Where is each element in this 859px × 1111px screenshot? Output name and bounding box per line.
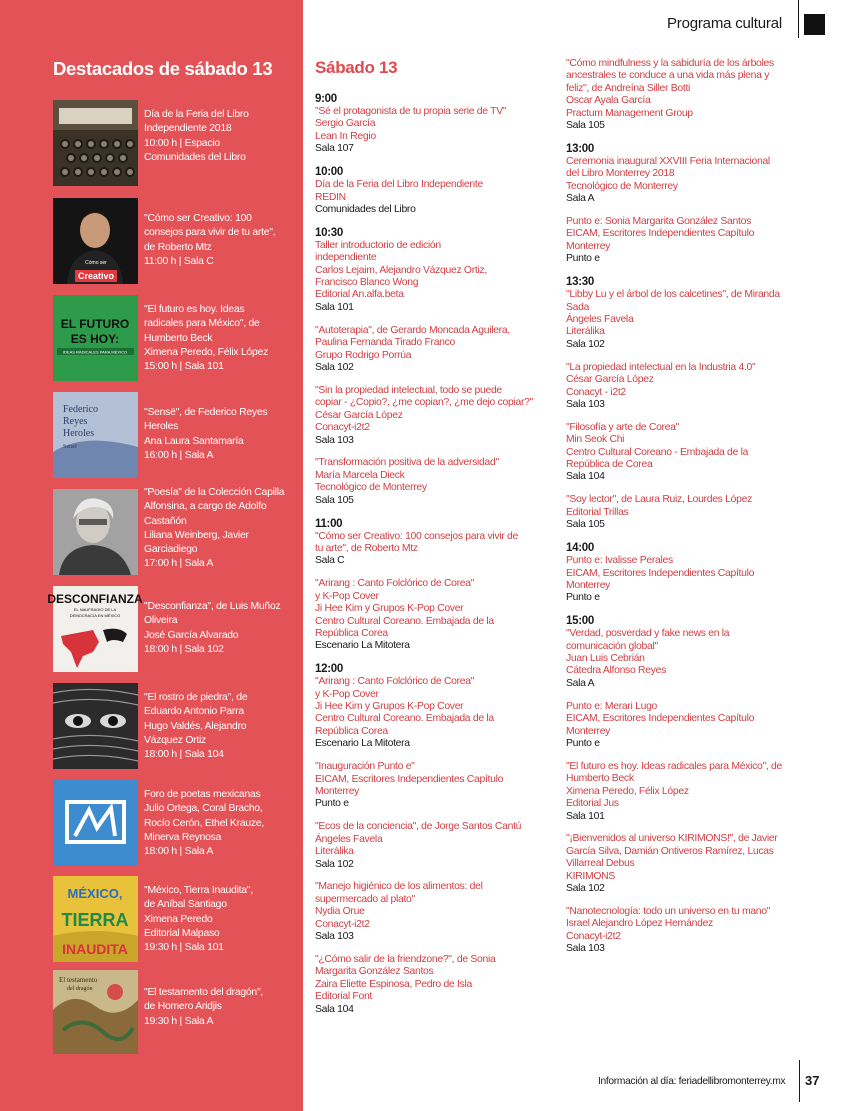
sense-cover <box>53 392 138 478</box>
event-detail: Editorial Trillas <box>566 506 629 518</box>
event-time: 11:00 <box>315 517 343 530</box>
event-time: 14:00 <box>566 542 594 555</box>
event-detail: República de Corea <box>566 459 653 471</box>
event-block <box>566 833 804 895</box>
event-detail: "Autoterapia", de Gerardo Moncada Aguilera, <box>315 324 510 336</box>
event-detail: "Sé el protagonista de tu propia serie de TV" <box>315 106 507 117</box>
event-detail: García Silva, Damián Ontiveros Ramírez, Lucas <box>566 845 774 857</box>
event-block <box>315 578 555 652</box>
event-detail: Nydia Orue <box>315 906 365 918</box>
event-detail: Día de la Feria del Libro Independiente <box>315 179 483 191</box>
event-venue: Escenario La Mitotera <box>315 738 410 750</box>
event-block <box>566 58 804 132</box>
testamento-cover <box>53 970 138 1054</box>
featured-text: Foro de poetas mexicanas Julio Ortega, Coral Bracho, Rocío Cerón, Ethel Krauze, Minerva Reynosa 18:00 h | Sala A <box>144 789 264 858</box>
event-detail: "Cómo ser Creativo: 100 consejos para vivir de <box>315 530 518 542</box>
event-detail: Literálika <box>315 846 354 858</box>
event-block <box>315 821 555 871</box>
event-venue: Sala 101 <box>315 301 354 313</box>
event-detail: Conacyt-i2t2 <box>315 422 370 434</box>
creativo-cover <box>53 198 138 284</box>
event-block <box>566 276 804 351</box>
testamento-line1: El testamento <box>59 976 98 984</box>
section-marker <box>804 14 825 35</box>
featured-text: "México, Tierra Inaudita", de Aníbal Santiago Ximena Peredo Editorial Malpaso 19:30 h | Sala 101 <box>144 885 253 954</box>
event-detail: ancestrales te conduce a una vida más plena y <box>566 70 770 82</box>
event-detail: "Ecos de la conciencia", de Jorge Santos Cantú <box>315 821 522 833</box>
event-detail: Monterrey <box>566 725 611 737</box>
footer-divider <box>799 1060 800 1102</box>
event-time: 15:00 <box>566 615 594 628</box>
creativo-small-text: Cómo ser <box>85 260 107 266</box>
event-detail: César García López <box>566 374 654 386</box>
futuro-cover <box>53 295 138 381</box>
event-venue: Sala 104 <box>566 471 605 483</box>
event-detail: Editorial An.alfa.beta <box>315 289 404 301</box>
featured-panel <box>0 0 303 1111</box>
event-detail: REDIN <box>315 191 346 203</box>
mexico-line1: MÉXICO, <box>67 886 123 901</box>
event-detail: del Libro Monterrey 2018 <box>566 168 675 180</box>
author-photo <box>53 489 138 575</box>
event-venue: Sala 102 <box>315 362 354 373</box>
event-block <box>566 216 804 266</box>
event-detail: independiente <box>315 252 377 264</box>
page-number: 37 <box>805 1073 820 1088</box>
event-detail: KIRIMONS <box>566 870 615 882</box>
featured-title: Destacados de sábado 13 <box>53 58 273 79</box>
event-block <box>315 954 555 1016</box>
featured-text: "Poesía" de la Colección Capilla Alfonsina, a cargo de Adolfo Castañón Liliana Weinberg, Javier Garciadiego 17:00 h | Sala A <box>144 487 285 570</box>
event-detail: Israel Alejandro López Hernández <box>566 918 713 930</box>
event-block <box>566 615 804 690</box>
event-detail: Monterrey <box>315 785 360 797</box>
sense-line2: Reyes <box>63 416 88 427</box>
header-divider <box>798 0 799 38</box>
creativo-big-text: Creativo <box>77 271 115 281</box>
event-detail: Lean In Regio <box>315 130 376 142</box>
sense-line1: Federico <box>63 404 98 415</box>
event-detail: "Arirang : Canto Folclórico de Corea" <box>315 578 475 590</box>
futuro-line1: EL FUTURO <box>60 317 130 331</box>
futuro-line3: IDEAS RADICALES PARA MÉXICO <box>62 349 128 355</box>
featured-text: "El rostro de piedra", de Eduardo Antonio Parra Hugo Valdés, Alejandro Vázquez Ortiz 18:00 h | Sala 104 <box>144 692 248 761</box>
event-detail: Tecnológico de Monterrey <box>315 482 427 494</box>
featured-text: Día de la Feria del Libro Independiente 2018 10:00 h | Espacio Comunidades del Libro <box>144 109 249 163</box>
section-title: Programa cultural <box>667 15 782 32</box>
event-detail: EICAM, Escritores Independientes Capítulo <box>566 228 755 240</box>
event-block <box>315 227 555 314</box>
event-detail: "Sin la propiedad intelectual, todo se puede <box>315 384 502 396</box>
event-venue: Sala 102 <box>315 858 354 870</box>
event-venue: Sala A <box>566 193 595 205</box>
event-detail: Ceremonia inaugural XXVIII Feria Internacional <box>566 155 770 167</box>
event-detail: "Transformación positiva de la adversidad" <box>315 457 499 469</box>
event-time: 13:30 <box>566 276 594 289</box>
event-venue: Sala 105 <box>315 494 354 506</box>
event-block <box>566 143 804 206</box>
event-detail: feliz", de Andreína Siller Botti <box>566 82 691 94</box>
event-detail: EICAM, Escritores Independientes Capítulo <box>566 567 755 579</box>
event-detail: Francisco Blanco Wong <box>315 277 419 289</box>
event-detail: Practum Management Group <box>566 107 693 119</box>
event-detail: "Inauguración Punto e" <box>315 761 415 773</box>
desconfianza-cover <box>47 586 143 672</box>
featured-text: "El futuro es hoy. Ideas radicales para México", de Humberto Beck Ximena Peredo, Félix López 15:00 h | Sala 101 <box>144 304 269 373</box>
event-venue: Punto e <box>566 592 600 604</box>
event-detail: y K-Pop Cover <box>315 590 379 602</box>
event-block <box>566 362 804 412</box>
event-block <box>566 542 804 605</box>
event-detail: Monterrey <box>566 240 611 252</box>
sense-line4: Sensë <box>63 444 77 450</box>
event-detail: supermercado al plato" <box>315 893 415 905</box>
event-detail: Punto e: Sonia Margarita González Santos <box>566 216 751 228</box>
event-venue: Sala 101 <box>566 810 605 822</box>
event-detail: República Corea <box>315 725 388 737</box>
event-detail: Ji Hee Kim y Grupos K-Pop Cover <box>315 701 464 713</box>
event-list <box>566 58 804 956</box>
event-detail: "Verdad, posverdad y fake news en la <box>566 628 730 640</box>
event-time: 9:00 <box>315 93 337 105</box>
event-detail: Centro Cultural Coreano - Embajada de la <box>566 446 749 458</box>
event-detail: Paulina Fernanda Tirado Franco <box>315 337 456 349</box>
event-detail: Tecnológico de Monterrey <box>566 180 678 192</box>
event-block <box>315 385 555 447</box>
event-detail: Conacyt - i2t2 <box>566 386 626 398</box>
event-detail: Literálika <box>566 326 605 338</box>
event-detail: Ángeles Favela <box>315 833 383 845</box>
event-detail: Taller introductorio de edición <box>315 239 441 251</box>
event-detail: Monterrey <box>566 579 611 591</box>
event-venue: Sala 102 <box>566 883 605 895</box>
event-detail: Ximena Peredo, Félix López <box>566 785 689 797</box>
featured-text: "El testamento del dragón", de Homero Aridjis 19:30 h | Sala A <box>144 987 264 1027</box>
mexico-line3: INAUDITA <box>62 941 128 957</box>
testamento-line2: del dragón <box>67 986 93 992</box>
event-detail: "Manejo higiénico de los alimentos: del <box>315 881 483 893</box>
event-detail: Cátedra Alfonso Reyes <box>566 665 666 677</box>
event-venue: Sala C <box>315 555 345 567</box>
desconfianza-line1: DESCONFIANZA <box>47 592 143 606</box>
event-block <box>315 325 555 375</box>
event-venue: Sala 103 <box>315 434 354 446</box>
typewriter-photo <box>53 100 138 186</box>
featured-text: "Sensë", de Federico Reyes Heroles Ana Laura Santamaría 16:00 h | Sala A <box>144 407 268 461</box>
event-detail: "El futuro es hoy. Ideas radicales para México", de <box>566 760 782 772</box>
event-detail: "Cómo mindfulness y la sabiduría de los árboles <box>566 58 774 69</box>
event-detail: Villarreal Debus <box>566 858 635 870</box>
event-detail: César García López <box>315 409 403 421</box>
event-detail: Grupo Rodrigo Porrúa <box>315 349 412 361</box>
event-detail: y K-Pop Cover <box>315 688 379 700</box>
desconfianza-line3: DEMOCRACIA EN MÉXICO <box>69 613 121 618</box>
event-list <box>315 93 555 1016</box>
event-detail: Sergio García <box>315 118 376 130</box>
event-venue: Sala 105 <box>566 519 605 531</box>
event-time: 12:00 <box>315 663 343 676</box>
event-detail: Min Seok Chi <box>566 434 625 446</box>
event-detail: Humberto Beck <box>566 773 634 785</box>
event-detail: Punto e: Merari Lugo <box>566 700 658 712</box>
event-block <box>566 906 804 956</box>
event-venue: Sala 107 <box>315 143 354 155</box>
event-venue: Sala 104 <box>315 1003 354 1015</box>
event-detail: EICAM, Escritores Independientes Capítulo <box>566 713 755 725</box>
event-detail: EICAM, Escritores Independientes Capítulo <box>315 773 504 785</box>
event-block <box>566 494 804 531</box>
event-time: 13:00 <box>566 142 594 155</box>
sense-line3: Heroles <box>63 428 95 439</box>
event-detail: Oscar Ayala García <box>566 95 651 107</box>
mexico-line2: TIERRA <box>61 910 129 930</box>
event-block <box>566 761 804 823</box>
event-venue: Sala 103 <box>315 931 354 943</box>
mexico-cover <box>53 876 138 962</box>
event-block <box>566 422 804 484</box>
event-detail: Zaira Eliette Espinosa, Pedro de Isla <box>315 978 472 990</box>
event-block <box>315 663 555 750</box>
event-venue: Sala 102 <box>566 338 605 350</box>
event-detail: "Arirang : Canto Folclórico de Corea" <box>315 676 475 688</box>
event-detail: "Filosofía y arte de Corea" <box>566 421 680 433</box>
event-venue: Punto e <box>315 798 349 810</box>
event-block <box>315 457 555 507</box>
event-block <box>566 701 804 751</box>
event-venue: Sala A <box>566 677 595 689</box>
event-block <box>315 166 555 216</box>
schedule-column-middle <box>315 58 555 1026</box>
schedule-column-right <box>566 58 804 966</box>
event-venue: Punto e <box>566 253 600 265</box>
event-detail: copiar - ¿Copio?, ¿me copian?, ¿me dejo copiar?" <box>315 397 533 409</box>
event-detail: Margarita González Santos <box>315 966 434 978</box>
rostro-cover <box>53 683 138 769</box>
event-detail: "La propiedad intelectual en la Industria 4.0" <box>566 361 756 373</box>
event-detail: Ji Hee Kim y Grupos K-Pop Cover <box>315 603 464 615</box>
event-venue: Escenario La Mitotera <box>315 640 410 652</box>
event-detail: "Libby Lu y el árbol de los calcetines", de Miranda <box>566 289 780 301</box>
event-detail: tu arte", de Roberto Mtz <box>315 542 418 554</box>
event-detail: Conacyt-i2t2 <box>315 918 370 930</box>
event-detail: Carlos Lejaim, Alejandro Vázquez Ortiz, <box>315 264 487 276</box>
event-detail: Ángeles Favela <box>566 314 634 325</box>
event-venue: Punto e <box>566 737 600 749</box>
event-detail: comunicación global" <box>566 640 658 652</box>
event-venue: Comunidades del Libro <box>315 203 416 215</box>
event-detail: República Corea <box>315 627 388 639</box>
day-title: Sábado 13 <box>315 58 398 77</box>
featured-text: "Desconfianza", de Luis Muñoz Oliveira José García Alvarado 18:00 h | Sala 102 <box>144 601 281 655</box>
event-block <box>315 518 555 568</box>
event-time: 10:30 <box>315 226 343 239</box>
event-detail: "¿Cómo salir de la friendzone?", de Sonia <box>315 953 496 965</box>
event-detail: María Marcela Dieck <box>315 469 405 481</box>
event-detail: Editorial Jus <box>566 798 619 810</box>
event-detail: "Nanotecnología: todo un universo en tu mano" <box>566 905 771 917</box>
event-detail: Centro Cultural Coreano. Embajada de la <box>315 615 494 627</box>
event-time: 10:00 <box>315 166 343 179</box>
event-detail: Conacyt-i2t2 <box>566 930 621 942</box>
event-venue: Sala 105 <box>566 120 605 132</box>
event-detail: Editorial Font <box>315 991 373 1003</box>
event-venue: Sala 103 <box>566 943 605 955</box>
event-detail: Centro Cultural Coreano. Embajada de la <box>315 713 494 725</box>
event-block <box>315 761 555 811</box>
event-detail: "Soy lector", de Laura Ruiz, Lourdes López <box>566 494 752 506</box>
event-detail: Punto e: Ivalisse Perales <box>566 555 673 567</box>
event-block <box>315 93 555 156</box>
event-detail: Juan Luis Cebrián <box>566 653 645 665</box>
event-detail: Sada <box>566 301 590 313</box>
footer-info: Información al día: feriadellibromonterrey.mx <box>598 1076 786 1087</box>
desconfianza-line2: EL NAUFRAGIO DE LA <box>73 607 117 612</box>
event-block <box>315 881 555 943</box>
featured-text: "Cómo ser Creativo: 100 consejos para vivir de tu arte", de Roberto Mtz 11:00 h | Sala C <box>144 213 276 267</box>
event-detail: "¡Bienvenidos al universo KIRIMONS!", de Javier <box>566 833 778 845</box>
poetas-logo <box>53 780 138 866</box>
event-venue: Sala 103 <box>566 398 605 410</box>
futuro-line2: ES HOY: <box>70 332 120 346</box>
